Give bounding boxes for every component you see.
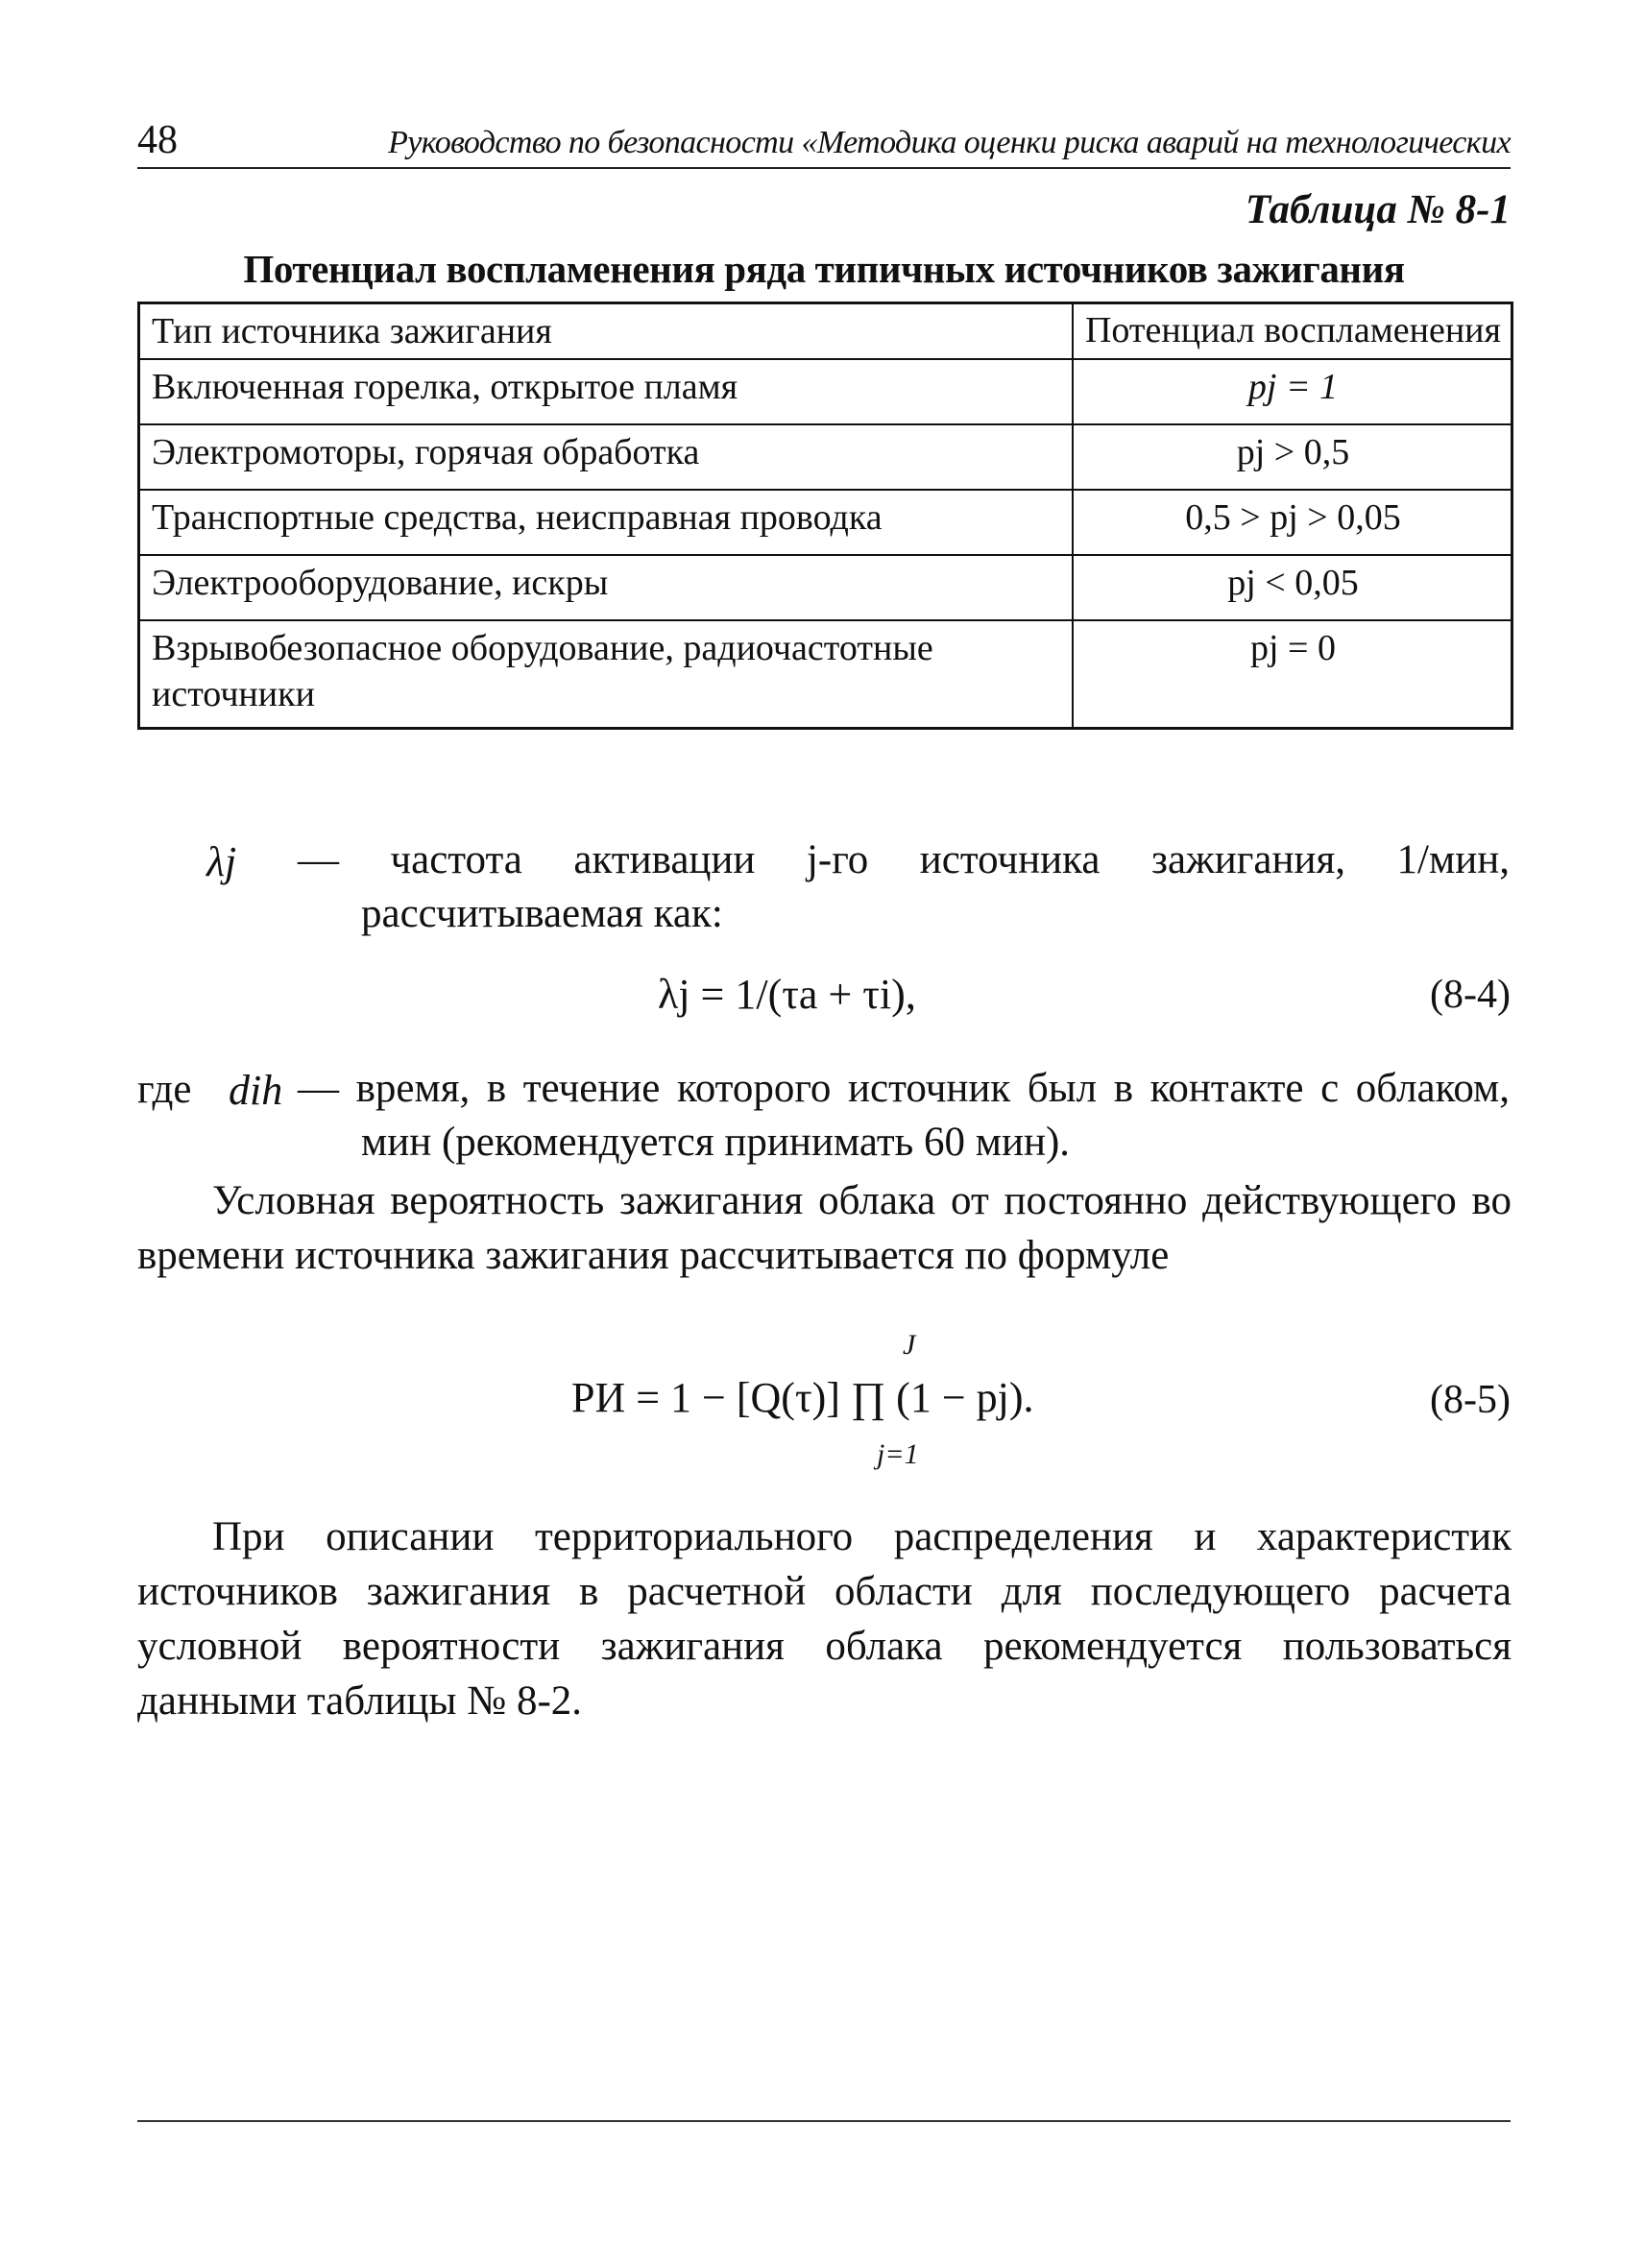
equation-8-5-formula: PИ = 1 − [Q(τ)] ∏ (1 − pj). [571,1374,1034,1421]
source-cell: Включенная горелка, открытое пламя [139,359,1073,424]
equation-8-5-number: (8-5) [1430,1378,1511,1422]
product-upper-limit: J [903,1329,916,1361]
potential-cell: pj < 0,05 [1073,555,1512,620]
source-cell: Электромоторы, горячая обработка [139,424,1073,490]
paragraph-table-reference: При описании территориального распределения и характеристик источников зажигания в расчетной области для последующего расчета условной вероятности зажигания облака рекомендуется пользоваться данными таблицы № 8-2. [137,1514,1512,1724]
potential-cell: 0,5 > pj > 0,05 [1073,490,1512,555]
d-symbol: dih [229,1067,283,1114]
potential-cell: pj = 1 [1073,359,1512,424]
column-header-source: Тип источника зажигания [139,303,1073,360]
equation-8-4: λj = 1/(τa + τi), [658,971,916,1018]
table-row [139,490,1512,555]
equation-8-5 [571,1329,1109,1479]
source-cell: Транспортные средства, неисправная проводка [139,490,1073,555]
table-row [139,424,1512,490]
footer-rule [137,2120,1511,2122]
page-number: 48 [137,118,178,162]
source-cell: Электрооборудование, искры [139,555,1073,620]
running-header [137,113,1511,169]
potential-cell: pj = 0 [1073,620,1512,729]
d-definition [298,1062,1510,1170]
equation-8-4-number: (8-4) [1430,973,1511,1017]
table-label: Таблица № 8-1 [1245,187,1511,232]
table-row [139,359,1512,424]
table-row [139,620,1512,729]
where-word: где [137,1067,192,1112]
ignition-sources-table [137,302,1513,730]
column-header-potential: Потенциал воспламенения [1073,303,1512,360]
d-definition-text: — время, в течение которого источник был в контакте с облаком, мин (рекомендуется принимать 60 мин). [298,1066,1510,1165]
product-lower-limit: j=1 [877,1438,919,1470]
lambda-definition-text: — частота активации j-го источника зажигания, 1/мин, рассчитываемая как: [298,837,1510,936]
potential-cell: pj > 0,5 [1073,424,1512,490]
running-header-title: Руководство по безопасности «Методика оценки риска аварий на технологических [388,125,1511,160]
paragraph-probability: Условная вероятность зажигания облака от постоянно действующего во времени источника зажигания рассчитывается по формуле [137,1178,1512,1278]
table-row [139,555,1512,620]
lambda-definition [298,833,1510,941]
table-caption: Потенциал воспламенения ряда типичных источников зажигания [243,247,1405,291]
lambda-symbol: λj [206,838,237,885]
source-cell: Взрывобезопасное оборудование, радиочастотные источники [139,620,1073,729]
table-header-row [139,303,1512,360]
